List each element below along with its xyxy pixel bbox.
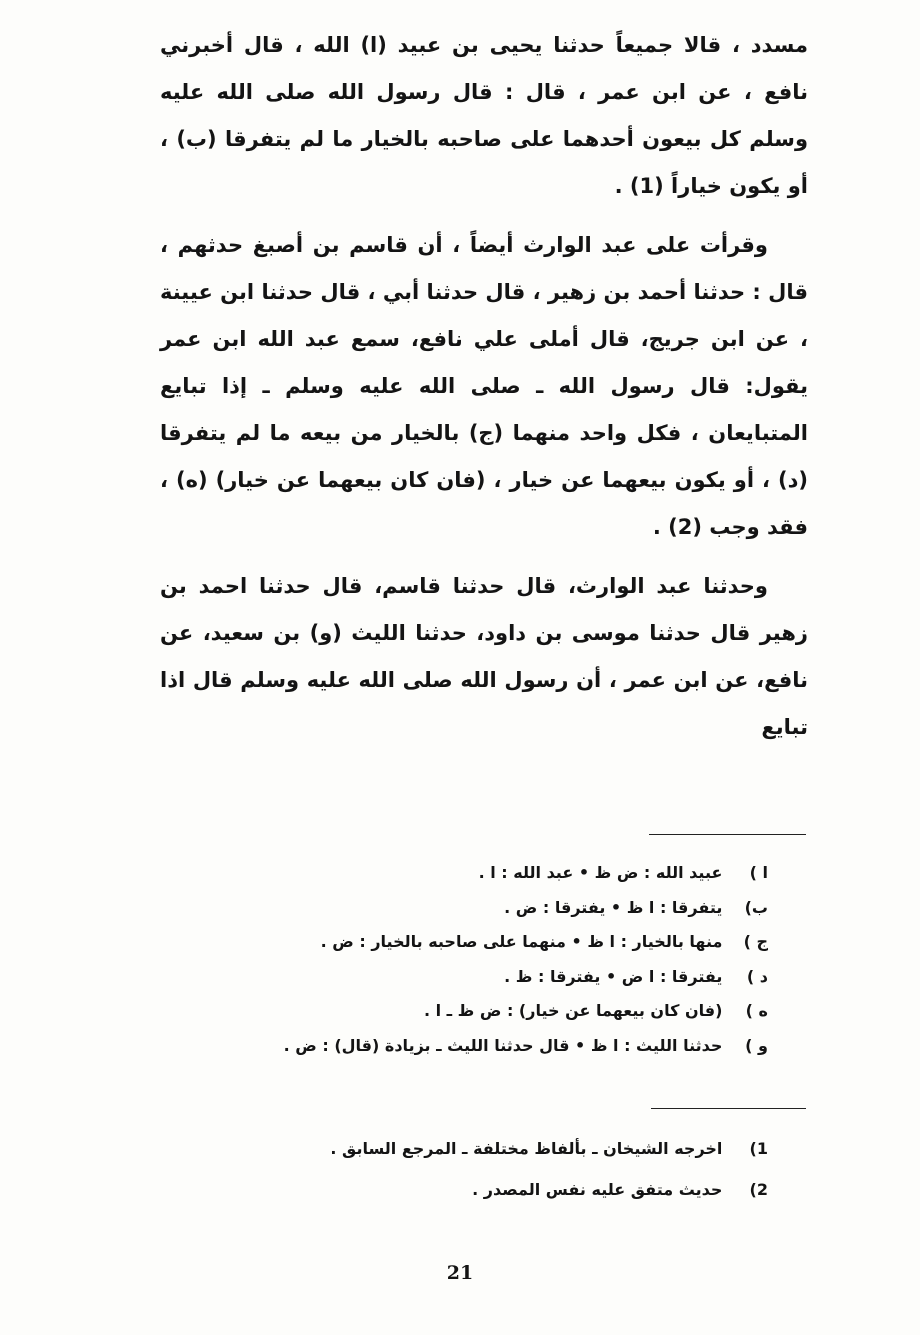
text-line: حدثهم ، قال : حدثنا أحمد بن زهير ، قال حدثنا أبي ، قال حدثنا bbox=[160, 233, 809, 304]
note-marker: ج ) bbox=[743, 932, 768, 951]
text-line: ابن عمر يقول: قال رسول الله ـ صلى الله عليه وسلم ـ إذا تبايع bbox=[160, 327, 808, 398]
text-line: وقرأت على عبد الوارث أيضاً ، أن قاسم بن أصبغ bbox=[252, 233, 768, 257]
apparatus-note bbox=[168, 994, 768, 1029]
text-line: عن ابن عمر ، أن رسول الله صلى الله عليه وسلم قال اذا تبايع bbox=[160, 668, 808, 739]
note-marker: 1) bbox=[749, 1139, 768, 1158]
source-note bbox=[168, 1128, 768, 1169]
note-text: حدثنا الليث : ا ظ • قال حدثنا الليث ـ بزيادة (قال) : ض . bbox=[283, 1035, 723, 1055]
text-line: ابن عيينة ، عن ابن جريج، قال أملى علي نافع، سمع عبد الله bbox=[160, 280, 809, 351]
text-line: المتبايعان ، فكل واحد منهما (ج) بالخيار من بيعه ما لم bbox=[235, 421, 809, 445]
apparatus-note bbox=[168, 960, 768, 995]
footnote-divider bbox=[649, 834, 806, 835]
note-text: اخرجه الشيخان ـ بألفاظ مختلفة ـ المرجع السابق . bbox=[330, 1139, 723, 1158]
text-line: يتفرقا (د) ، أو يكون بيعهما عن خيار ، (فان كان بيعهما bbox=[160, 421, 808, 492]
critical-apparatus bbox=[168, 856, 768, 1063]
paragraph-1 bbox=[160, 22, 808, 210]
apparatus-note bbox=[168, 1029, 768, 1064]
note-text: يتفرقا : ا ظ • يفترقا : ض . bbox=[504, 897, 723, 917]
note-marker: ه ) bbox=[745, 1001, 768, 1020]
apparatus-note bbox=[168, 891, 768, 926]
source-divider bbox=[651, 1108, 806, 1109]
note-marker: و ) bbox=[745, 1035, 768, 1055]
text-line: وحدثنا عبد الوارث، قال حدثنا قاسم، قال حدثنا احمد بن زهير bbox=[160, 574, 809, 645]
source-notes bbox=[168, 1128, 768, 1210]
note-text: يفترقا : ا ض • يفترقا : ظ . bbox=[504, 966, 723, 986]
text-line: يكون خياراً (1) . bbox=[614, 174, 781, 198]
note-marker: 2) bbox=[749, 1180, 768, 1199]
source-note bbox=[168, 1169, 768, 1210]
note-text: (فان كان بيعهما عن خيار) : ض ظ ـ ا . bbox=[423, 1001, 723, 1020]
apparatus-note bbox=[168, 925, 768, 960]
text-line: مسدد ، قالا جميعاً حدثنا يحيى بن عبيد (ا) الله ، قال أخبرني bbox=[160, 33, 808, 57]
note-marker: د ) bbox=[746, 966, 768, 986]
text-line: عن خيار) (ه) ، فقد وجب (2) . bbox=[160, 468, 808, 539]
main-text bbox=[160, 22, 808, 751]
note-marker: ب) bbox=[744, 897, 768, 917]
page-number: 21 bbox=[446, 1262, 474, 1284]
note-text: حديث متفق عليه نفس المصدر . bbox=[472, 1180, 723, 1199]
paragraph-3 bbox=[160, 563, 808, 751]
text-line: نافع ، عن ابن عمر ، قال : قال رسول الله صلى الله عليه وسلم bbox=[160, 80, 808, 151]
text-line: كل بيعون أحدهما على صاحبه بالخيار ما لم يتفرقا (ب) ، أو bbox=[160, 127, 808, 198]
text-line: قال حدثنا موسى بن داود، حدثنا الليث (و) بن سعيد، عن نافع، bbox=[160, 621, 808, 692]
note-text: عبيد الله : ض ظ • عبد الله : ا . bbox=[478, 863, 723, 882]
note-marker: ا ) bbox=[749, 863, 768, 882]
note-text: منها بالخيار : ا ظ • منهما على صاحبه بالخيار : ض . bbox=[320, 932, 723, 951]
paragraph-2 bbox=[160, 222, 808, 551]
apparatus-note bbox=[168, 856, 768, 891]
